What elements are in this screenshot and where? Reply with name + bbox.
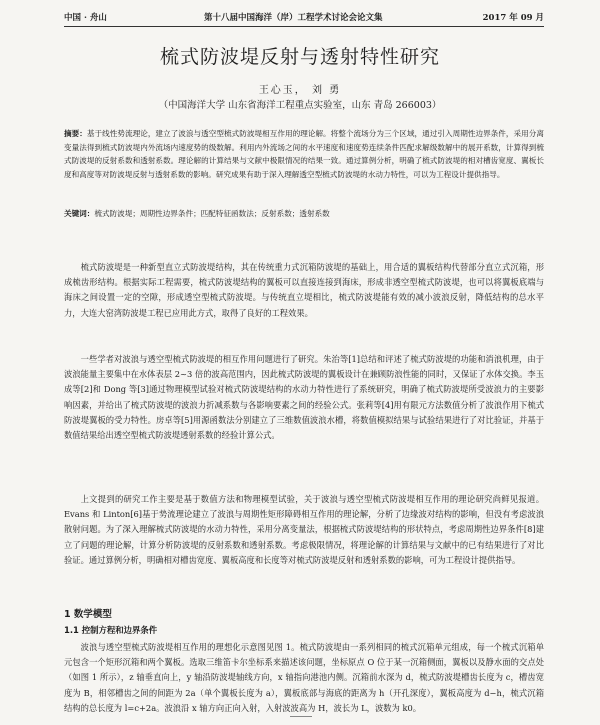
keywords bbox=[64, 207, 544, 220]
abstract-text: 基于线性势流理论，建立了波浪与透空型梳式防波堤相互作用的理论解。将整个流场分为三个区域，通过引入周期性边界条件，采用分离变量法得到梳式防波堤内外流场内速度势的级数解。利用内外流场之间的水平速度和速度势连续条件匹配求解级数解中的展开系数，计算得到梳式防波堤的反射系数和透射系数。理论解的计算结果与文献中极限情况的结果一致。通过算例分析，明确了梳式防波堤的相对槽齿宽度、翼板长度和高度等对防波堤反射与透射系数的影响。研究成果有助于深入理解透空型梳式防波堤的水动力特性，可以为工程设计提供指导。 bbox=[64, 129, 544, 179]
model-paragraph: 波浪与透空型梳式防波堤相互作用的理想化示意图见图 1。梳式防波堤由一系列相同的梳式沉箱单元组成，每一个梳式沉箱单元包含一个矩形沉箱和两个翼板。选取三维笛卡尔坐标系来描述该问题，坐标原点 O 位于某一沉箱侧面，翼板以及静水面的交点处（如图 1 所示），z 轴垂直向上，y 轴沿防波堤轴线方向，x 轴指向港池内侧。沉箱前水深为 d，梳式防波堤槽齿长度为 c，槽齿宽度为 B，相邻槽齿之间的间距为 2a（单个翼板长度为 a），翼板底部与海底的距离为 h（开孔深度），翼板高度为 d−h，梳式沉箱结构的总长度为 l=c+2a。波浪沿 x 轴方向正向入射，入射波波高为 H，波长为 L，波数为 k0。 bbox=[64, 642, 544, 713]
running-header bbox=[64, 10, 544, 27]
keywords-text: 梳式防波堤；周期性边界条件；匹配特征函数法；反射系数；透射系数 bbox=[94, 209, 330, 218]
intro-paragraph-1: 梳式防波堤是一种新型直立式防波堤结构，其在传统重力式沉箱防波堤的基础上，用合适的翼板结构代替部分直立式沉箱，形成梳齿形结构。根据实际工程需要，梳式防波堤结构的翼板可以直接连接到海床，形成非透空型梳式防波堤，也可以将翼板底端与海床之间设置一定的空隙，形成透空型梳式防波堤。与传统直立堤相比，梳式防波堤能有效的减小波浪反射，降低结构的总水平力，大连大窑湾防波堤工程已应用此方式，取得了良好的工程效果。 bbox=[64, 262, 544, 318]
affiliation: （中国海洋大学 山东省海洋工程重点实验室，山东 青岛 266003） bbox=[158, 100, 442, 111]
header-proceedings: 第十八届中国海洋（岸）工程学术讨论会论文集 bbox=[204, 13, 383, 23]
intro-paragraph-3: 上文提到的研究工作主要是基于数值方法和物理模型试验，关于波浪与透空型梳式防波堤相互作用的理论研究尚鲜见报道。Evans 和 Linton[6]基于势流理论建立了波浪与周期性矩形障碍相互作用的理论解，分析了边缘波对结构的影响，但没有考虑波浪散射问题。为了深入理解梳式防波堤的水动力特性，采用分离变量法，根据梳式防波堤结构的形状特点，考虑周期性边界条件[8]建立了问题的理论解，计算分析防波堤的反射系数和透射系数。考虑极限情况，将理论解的计算结果与文献中的已有结果进行了对比验证。通过算例分析，明确相对槽齿宽度、翼板高度和长度等对梳式防波堤反射和透射系数的影响，可为工程设计提供指导。 bbox=[64, 494, 544, 565]
abstract bbox=[64, 127, 544, 181]
header-date: 2017 年 09 月 bbox=[482, 13, 544, 23]
paper-title: 梳式防波堤反射与透射特性研究 bbox=[159, 46, 440, 68]
keywords-label: 关键词： bbox=[64, 209, 95, 218]
header-location: 中国 · 舟山 bbox=[64, 13, 107, 23]
section-heading: 1 数学模型 bbox=[64, 609, 112, 620]
authors: 王心玉， 刘 勇 bbox=[258, 85, 342, 96]
subsection-heading: 1.1 控制方程和边界条件 bbox=[64, 625, 158, 635]
intro-paragraph-2: 一些学者对波浪与透空型梳式防波堤的相互作用问题进行了研究。朱治等[1]总结和评述了梳式防波堤的功能和消浪机理，由于波浪能量主要集中在水体表层 2~3 倍的波高范围内，因此梳式防波堤的翼板设计在兼顾防浪性能的同时，又保证了水体交换。李玉成等[2]和 Dong 等[3]通过物理模型试验对梳式防波堤结构的水动力特性进行了系统研究，明确了梳式防波堤所受波浪力的主要影响因素，并给出了梳式防波堤的波浪力折减系数与各影响要素之间的经验公式。张莉等[4]用有限元方法数值分析了波浪作用下梳式防波堤翼板的受力特性。房卓等[5]用源函数法分别建立了三维数值波浪水槽，将数值模拟结果与试验结果进行了对比验证，并基于数值结果给出透空型梳式防波堤透射系数的经验计算公式。 bbox=[64, 354, 544, 441]
abstract-label: 摘要： bbox=[64, 129, 87, 138]
page-footer-rule bbox=[290, 716, 312, 721]
